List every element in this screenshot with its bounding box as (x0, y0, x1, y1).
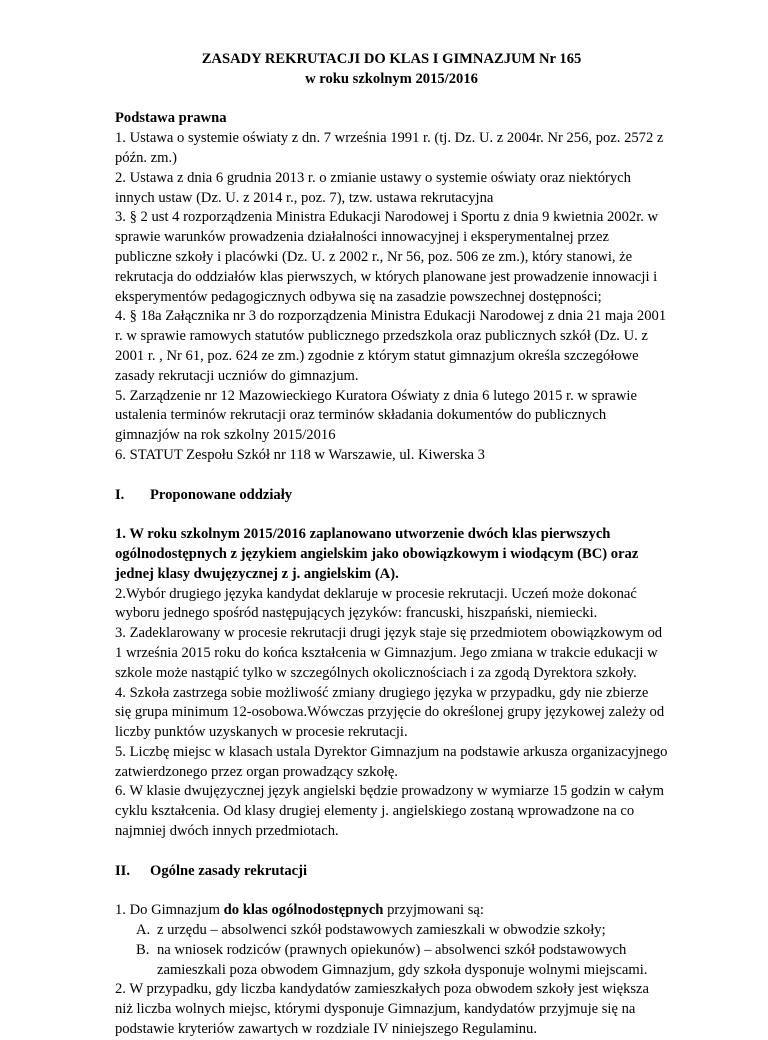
section-1-item: 2.Wybór drugiego języka kandydat deklaruje w procesie rekrutacji. Uczeń może dokonać wyboru jednego spośród następujących języków: francuski, hiszpański, niemiecki. (115, 585, 637, 622)
legal-basis-item: 4. § 18a Załącznika nr 3 do rozporządzenia Ministra Edukacji Narodowej z dnia 21 maja 2001 r. w sprawie ramowych statutów publicznego przedszkola oraz publicznych szkół (Dz. U. z 2001 r. , Nr 61, poz. 624 ze zm.) zgodnie z którym statut gimnazjum określa szczegółowe zasady rekrutacji uczniów do gimnazjum. (115, 308, 667, 384)
section-1-item: 5. Liczbę miejsc w klasach ustala Dyrektor Gimnazjum na podstawie arkusza organizacyjnego zatwierdzonego przez organ prowadzący szkołę. (115, 743, 668, 780)
section-1-number: I. (115, 486, 125, 503)
legal-basis-item: 6. STATUT Zespołu Szkół nr 118 w Warszawie, ul. Kiwerska 3 (115, 446, 485, 463)
section-1-body (115, 525, 668, 842)
legal-basis-item: 3. § 2 ust 4 rozporządzenia Ministra Edukacji Narodowej i Sportu z dnia 9 kwietnia 2002r. w sprawie warunków prowadzenia działalności innowacyjnej i eksperymentalnej przez publiczne szkoły i placówki (Dz. U. z 2002 r., Nr 56, poz. 506 ze zm.), który stanowi, że rekrutacja do oddziałów klas pierwszych, w których planowane jest prowadzenie innowacji i eksperymentów pedagogicznych odbywa się na zasadzie powszechnej dostępności; (115, 209, 659, 305)
legal-basis-item: 5. Zarządzenie nr 12 Mazowieckiego Kuratora Oświaty z dnia 6 lutego 2015 r. w sprawie ustalenia terminów rekrutacji oraz terminów składania dokumentów do publicznych gimnazjów na rok szkolny 2015/2016 (115, 387, 637, 444)
section-1-heading (115, 486, 668, 506)
section-2-body (115, 901, 668, 1040)
section-2-item-emphasis: do klas ogólnodostępnych (223, 902, 384, 919)
section-2-item-text: 1. Do Gimnazjum (115, 902, 224, 919)
section-1-item: 6. W klasie dwujęzycznej język angielski będzie prowadzony w wymiarze 15 godzin w całym cyklu kształcenia. Od klasy drugiej elementy j. angielskiego zostaną wprowadzone na co najmniej dwóch innych przedmiotach. (115, 783, 664, 840)
legal-basis-item: 1. Ustawa o systemie oświaty z dn. 7 września 1991 r. (tj. Dz. U. z 2004r. Nr 256, poz. 2572 z późn. zm.) (115, 130, 664, 166)
section-2-number: II. (115, 862, 131, 879)
sub-list-text: z urzędu – absolwenci szkół podstawowych zamieszkali w obwodzie szkoły; (157, 922, 606, 939)
section-2-item: 2. W przypadku, gdy liczba kandydatów zamieszkałych poza obwodem szkoły jest większa niż liczba wolnych miejsc, którymi dysponuje Gimnazjum, kandydatów przyjmuje się na podstawie kryteriów zawartych w rozdziale IV niniejszego Regulaminu. (115, 981, 649, 1038)
sub-list-item (115, 941, 668, 981)
section-2-title: Ogólne zasady rekrutacji (150, 862, 308, 879)
legal-basis-section (115, 109, 668, 465)
section-2-heading (115, 862, 668, 882)
document-subtitle: w roku szkolnym 2015/2016 (305, 70, 478, 87)
legal-basis-heading: Podstawa prawna (115, 110, 227, 127)
section-1-item: 3. Zadeklarowany w procesie rekrutacji drugi język staje się przedmiotem obowiązkowym od 1 września 2015 roku do końca kształcenia w Gimnazjum. Jego zmiana w trakcie edukacji w szkole może nastąpić tylko w szczególnych okolicznościach i za zgodą Dyrektora szkoły. (115, 625, 663, 681)
sub-list-letter: A. (136, 922, 151, 939)
section-1-item: 1. W roku szkolnym 2015/2016 zaplanowano utworzenie dwóch klas pierwszych ogólnodostępnych z językiem angielskim jako obowiązkowym i wiodącym (BC) oraz jednej klasy dwujęzycznej z j. angielskim (A). (115, 526, 639, 582)
section-1-title: Proponowane oddziały (150, 486, 293, 503)
sub-list-item (115, 921, 668, 941)
sub-list-text: na wniosek rodziców (prawnych opiekunów) – absolwenci szkół podstawowych zamieszkali poza obwodem Gimnazjum, gdy szkoła dysponuje wolnymi miejscami. (157, 941, 648, 978)
legal-basis-item: 2. Ustawa z dnia 6 grudnia 2013 r. o zmianie ustawy o systemie oświaty oraz niektórych innych ustaw (Dz. U. z 2014 r., poz. 7), tzw. ustawa rekrutacyjna (115, 169, 631, 206)
section-2-item (115, 901, 668, 921)
section-2-item-text: przyjmowani są: (383, 902, 484, 919)
section-1-item: 4. Szkoła zastrzega sobie możliwość zmiany drugiego języka w przypadku, gdy nie zbierze się grupa minimum 12-osobowa.Wówczas przyjęcie do określonej grupy językowej zależy od liczby punktów uzyskanych w procesie rekrutacji. (115, 684, 665, 741)
sub-list-letter: B. (136, 941, 150, 958)
document-title: ZASADY REKRUTACJI DO KLAS I GIMNAZJUM Nr 165 (201, 51, 582, 67)
